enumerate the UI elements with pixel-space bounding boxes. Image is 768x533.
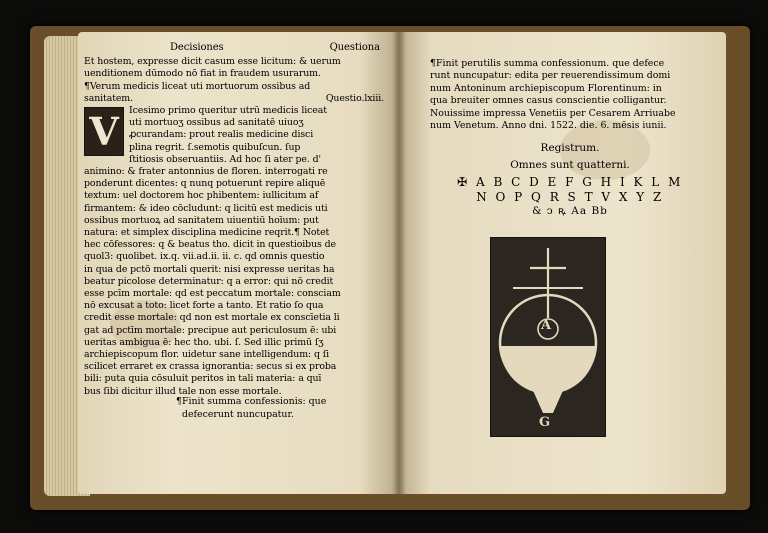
text-line: beatur picolose determinatur: q a error: qui nō credit [84, 275, 334, 287]
text-line: ¶Finit perutilis summa confessionum. que defece [430, 58, 665, 69]
text-line: ponderunt dicentes: q nunq potuerunt repire aliquē [84, 178, 326, 190]
running-head-left: Decisiones [170, 42, 224, 53]
text-line: textum: uel doctorem hoc phibentem: iullicitum af [84, 190, 319, 202]
text-line: nō excusat a toto: licet forte a tanto. Et ratio ſo qua [84, 300, 324, 312]
text-line: bili: puta quia cōsuluit peritos in tali materia: a quī [84, 373, 322, 385]
text-line: quol3: quolibet. ix.q. vii.ad.ii. ii. c. qd omnis questio [84, 251, 325, 263]
text-line: uti mortuoʒ ossibus ad sanitatē uiuoʒ [129, 117, 304, 129]
text-line: ſtitiosis obseruantiis. Ad hoc ſi ater pe. d' [129, 153, 322, 165]
text-line: firmantem: & ideo cōcludunt: q licitū est medicis uti [84, 202, 328, 214]
text-line: ¶Finit summa confessionis: que [176, 396, 327, 407]
text-line: esse pcīm mortale: qd est peccatum mortale: consciam [84, 288, 341, 300]
text-line: hec cōfessores: q & beatus tho. dicit in questioibus de [84, 239, 336, 251]
text-line: uenditionem dūmodo nō fiat in fraudem usurarum. [84, 68, 321, 80]
left-page-text [84, 42, 384, 398]
initial-block [84, 105, 384, 166]
heading-left: sanitatem. [84, 92, 133, 104]
text-line: animino: & frater antonnius de floren. interrogati re [84, 166, 328, 178]
text-line: ¶Verum medicis liceat uti mortuorum ossibus ad [84, 80, 311, 92]
running-head-right: Questiona [329, 42, 380, 53]
text-line: num Antoninum archiepiscopum Florentinum: in [430, 82, 662, 94]
register-alphabet-line: N O P Q R S T V X Y Z [476, 190, 664, 205]
text-line: ueritas ambigua ē: hec tho. ubi. ſ. Sed illic primū ſʒ [84, 336, 324, 348]
text-line: scilicet erraret ex crassa ignorantia: secus si ex proba [84, 361, 337, 373]
text-line: Et hostem, expresse dicit casum esse licitum: & uerum [84, 56, 341, 68]
text-line: ossibus mortuoꝝ ad sanitatem uiuentiū hoīum: put [84, 214, 319, 226]
text-line: Nouissime impressa Venetiis per Cesarem Arriuabe [430, 107, 676, 119]
text-line: credit esse mortale: qd non est mortale ex conscīetia li [84, 312, 340, 324]
text-line: Icesimo primo queritur utrū medicis liceat [129, 105, 327, 117]
register-title: Registrum. [540, 142, 600, 155]
text-line: qua breuiter omnes casus conscientie colligantur. [430, 95, 667, 107]
printers-mark-letter-a: A [541, 318, 552, 333]
text-line: defecerunt nuncupatur. [182, 408, 294, 420]
question-heading [84, 93, 384, 105]
register-alphabet-line: ✠ A B C D E F G H I K L M [457, 175, 683, 190]
printers-mark-woodcut [490, 237, 606, 437]
register-alphabet-line: & ↄ ꝶ Aa Bb [532, 205, 608, 218]
text-line: plina regrit. ſ.semotis quibuſcun. ſup [129, 141, 301, 153]
text-line: natura: et simplex disciplina medicine reqrit.¶ Notet [84, 227, 330, 239]
register-note: Omnes sunt quatterni. [510, 158, 630, 171]
text-line: gat ad pctīm mortale: precipue aut periculosum ē: ubi [84, 324, 337, 336]
book-gutter [392, 32, 406, 494]
text-line: num Venetum. Anno dni. 1522. die. 6. mēsis iunii. [430, 120, 667, 132]
left-colophon [176, 396, 326, 421]
text-line: runt nuncupatur: edita per reuerendissimum domi [430, 70, 671, 82]
text-line: bus ſibi dicitur illud tale non esse mortale. [84, 385, 282, 397]
text-line: in qua de pctō mortali querit: nisi expresse ueritas ha [84, 263, 335, 275]
heading-right: Questio.lxiii. [325, 92, 384, 104]
right-page-text [430, 58, 710, 218]
text-line: archiepiscopum flor. uidetur sane intelligendum: q ſi [84, 349, 330, 361]
text-line: ꝓcurandam: prout realis medicine disci [129, 129, 314, 141]
printers-mark-letter-g: G [539, 415, 551, 430]
printers-mark-graphic [491, 238, 605, 436]
decorated-initial: V [84, 107, 124, 156]
running-head [170, 42, 380, 54]
